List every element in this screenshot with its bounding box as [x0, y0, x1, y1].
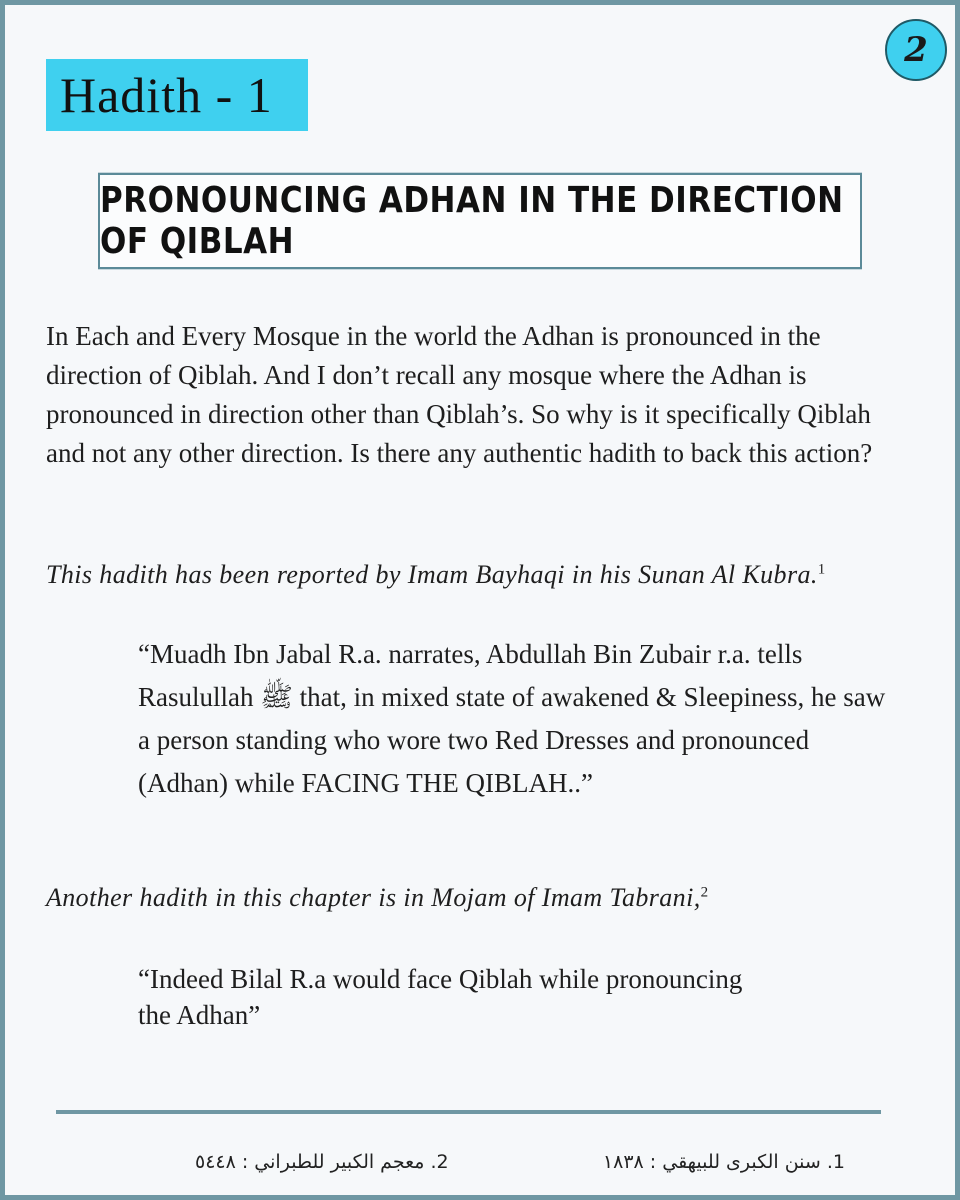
hadith-quote-muadh — [138, 633, 898, 805]
quote-part-2: that, in mixed state of awakened & Sleepiness, he saw a person standing who wore two Red Dresses and pronounced (Adhan) while FACING THE QIBLAH..” — [138, 682, 886, 798]
source-bayhaqi-text: This hadith has been reported by Imam Bayhaqi in his Sunan Al Kubra. — [46, 560, 818, 589]
page-title — [98, 173, 862, 270]
page — [5, 5, 955, 1195]
footer-divider — [56, 1110, 881, 1114]
source-tabrani — [46, 883, 946, 913]
footnote-ref-1: 1 — [817, 561, 826, 578]
hadith-label: Hadith - 1 — [46, 59, 308, 131]
source-tabrani-text: Another hadith in this chapter is in Mojam of Imam Tabrani, — [46, 883, 701, 912]
page-title-text: PRONOUNCING ADHAN IN THE DIRECTION OF QIBLAH — [100, 179, 844, 263]
source-bayhaqi — [46, 560, 946, 590]
question-paragraph: In Each and Every Mosque in the world the Adhan is pronounced in the direction of Qiblah. And I don’t recall any mosque where the Adhan is pronounced in direction other than Qiblah’s. So why is it specifically Qiblah and not any other direction. Is there any authentic hadith to back this action? — [46, 321, 873, 468]
footnotes — [195, 1151, 845, 1173]
hadith-quote-bilal: “Indeed Bilal R.a would face Qiblah while pronouncing the Adhan” — [138, 964, 743, 1030]
honorific-glyph: ﷺ — [260, 682, 293, 712]
footnote-ref-2: 2 — [700, 884, 709, 901]
page-number-badge: 2 — [885, 19, 947, 81]
quote-part-1: “Muadh Ibn Jabal R.a. narrates, Abdullah Bin Zubair r.a. tells Rasulullah — [138, 639, 803, 712]
footnote-2: 2. معجم الكبير للطبراني : ٥٤٤٨ — [195, 1151, 449, 1173]
footnote-1: 1. سنن الكبرى للبيهقي : ١٨٣٨ — [602, 1151, 845, 1173]
